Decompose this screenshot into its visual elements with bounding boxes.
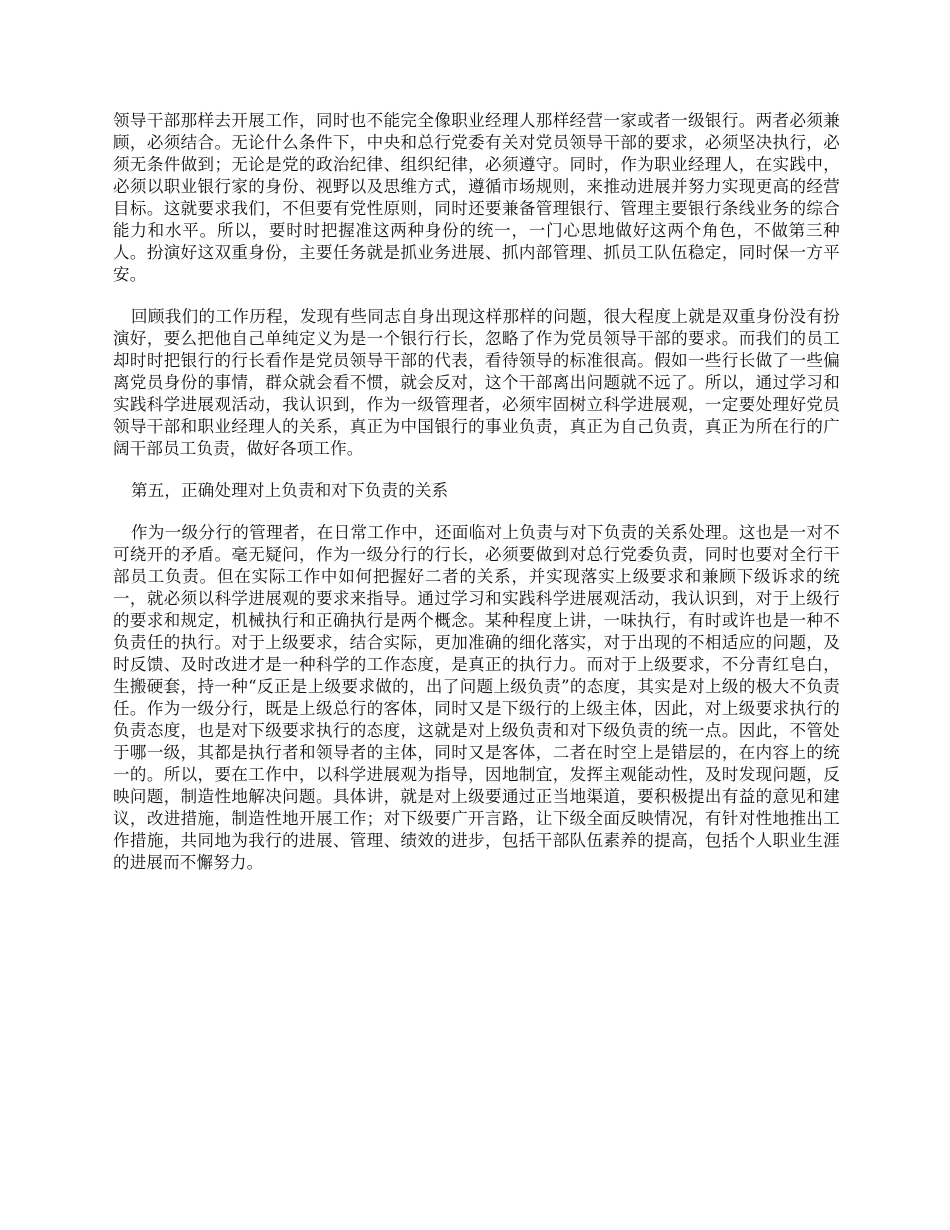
paragraph-work-history-review: 回顾我们的工作历程，发现有些同志自身出现这样那样的问题，很大程度上就是双重身份没有扮演好，要么把他自己单纯定义为是一个银行行长，忽略了作为党员领导干部的要求。而我们的员工却时时把银行的行长看作是党员领导干部的代表，看待领导的标准很高。假如一些行长做了一些偏离党员身份的事情，群众就会看不惯，就会反对，这个干部离出问题就不远了。所以，通过学习和实践科学进展观活动，我认识到，作为一级管理者，必须牢固树立科学进展观，一定要处理好党员领导干部和职业经理人的关系，真正为中国银行的事业负责，真正为自己负责，真正为所在行的广阔干部员工负责，做好各项工作。: [113, 307, 840, 458]
document-page: [113, 110, 840, 894]
section-heading-fifth: 第五，正确处理对上负责和对下负责的关系: [131, 481, 449, 500]
paragraph-dual-identity-continued: 领导干部那样去开展工作，同时也不能完全像职业经理人那样经营一家或者一级银行。两者必须兼顾，必须结合。无论什么条件下，中央和总行党委有关对党员领导干部的要求，必须坚决执行，必须无条件做到；无论是党的政治纪律、组织纪律，必须遵守。同时，作为职业经理人，在实践中，必须以职业银行家的身份、视野以及思维方式，遵循市场规则，来推动进展并努力实现更高的经营目标。这就要求我们，不但要有党性原则，同时还要兼备管理银行、管理主要银行条线业务的综合能力和水平。所以，要时时把握准这两种身份的统一，一门心思地做好这两个角色，不做第三种人。扮演好这双重身份，主要任务就是抓业务进展、抓内部管理、抓员工队伍稳定，同时保一方平安。: [113, 111, 840, 284]
paragraph-upward-downward-responsibility: 作为一级分行的管理者，在日常工作中，还面临对上负责与对下负责的关系处理。这也是一对不可绕开的矛盾。毫无疑问，作为一级分行的行长，必须要做到对总行党委负责，同时也要对全行干部员工负责。但在实际工作中如何把握好二者的关系，并实现落实上级要求和兼顾下级诉求的统一，就必须以科学进展观的要求来指导。通过学习和实践科学进展观活动，我认识到，对于上级行的要求和规定，机械执行和正确执行是两个概念。某种程度上讲，一味执行，有时或许也是一种不负责任的执行。对于上级要求，结合实际，更加准确的细化落实，对于出现的不相适应的问题，及时反馈、及时改进才是一种科学的工作态度，是真正的执行力。而对于上级要求，不分青红皂白，生搬硬套，持一种“反正是上级要求做的，出了问题上级负责”的态度，其实是对上级的极大不负责任。作为一级分行，既是上级总行的客体，同时又是下级行的上级主体，因此，对上级要求执行的负责态度，也是对下级要求执行的态度，这就是对上级负责和对下级负责的统一点。因此，不管处于哪一级，其都是执行者和领导者的主体，同时又是客体，二者在时空上是错层的，在内容上的统一的。所以，要在工作中，以科学进展观为指导，因地制宜，发挥主观能动性，及时发现问题，反映问题，制造性地解决问题。具体讲，就是对上级要通过正当地渠道，要积极提出有益的意见和建议，改进措施，制造性地开展工作；对下级要广开言路，让下级全面反映情况，有针对性地推出工作措施，共同地为我行的进展、管理、绩效的进步，包括干部队伍素养的提高，包括个人职业生涯的进展而不懈努力。: [113, 523, 840, 872]
